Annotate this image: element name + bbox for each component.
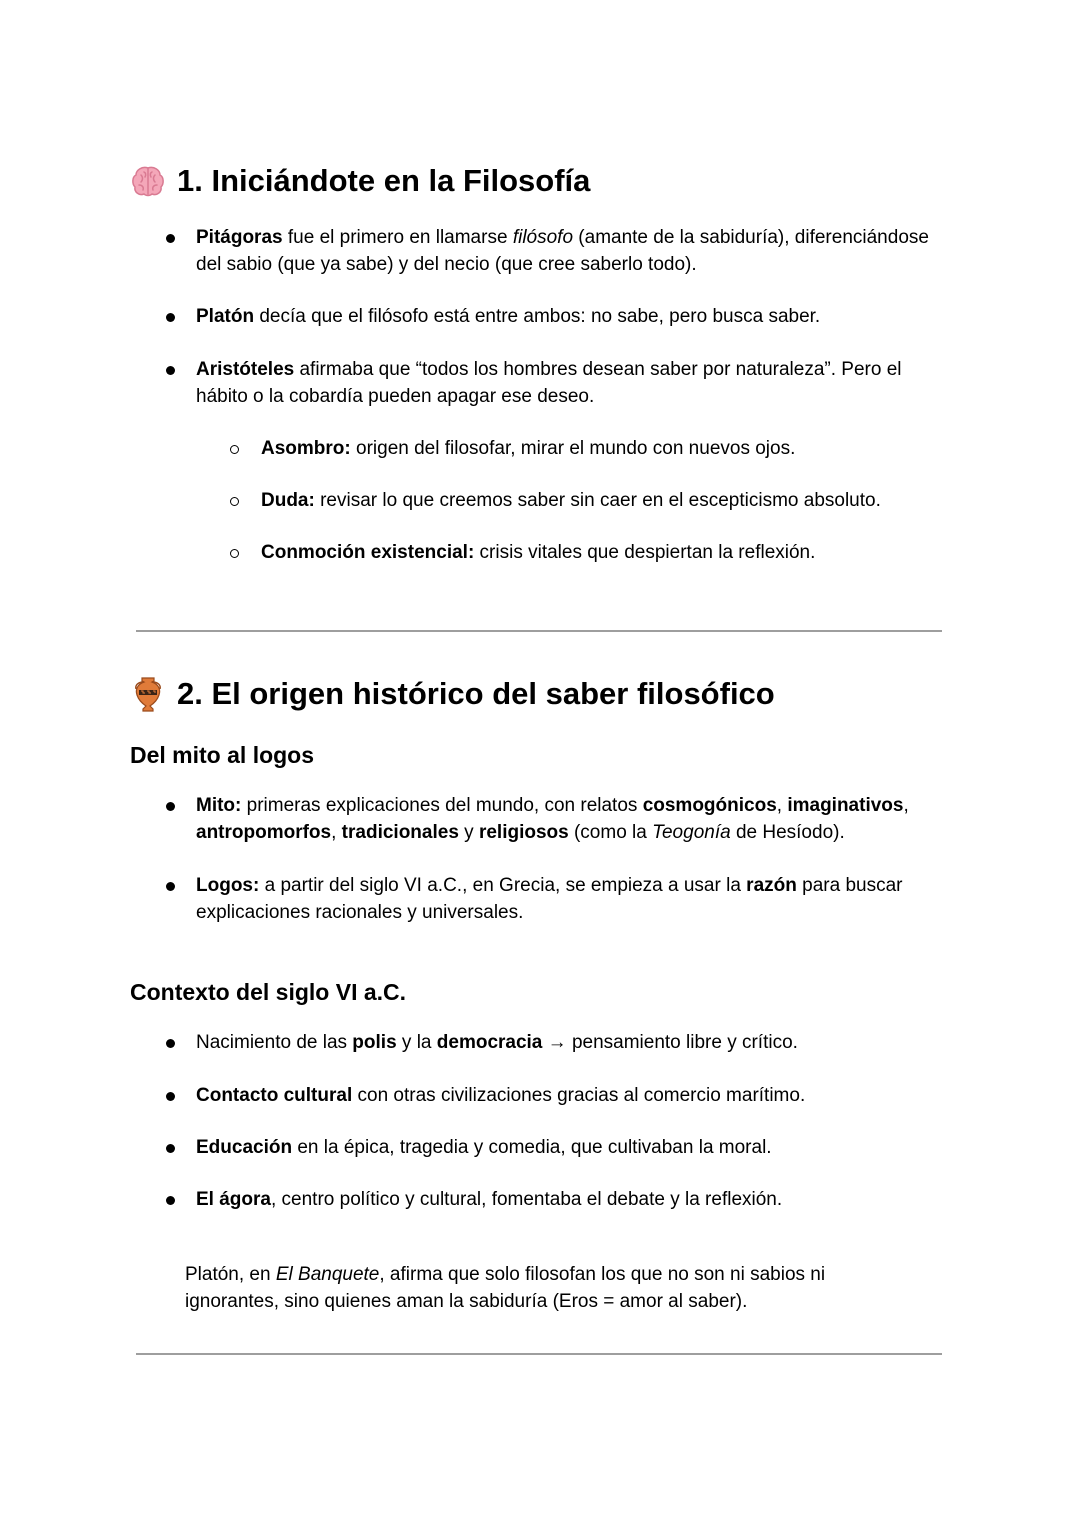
item-text: crisis vitales que despiertan la reflexión. [474,542,816,563]
bullet-circle [230,497,239,506]
bullet-circle [230,549,239,558]
bullet-dot [166,882,175,891]
bullet-dot [166,1039,175,1048]
item-text: con otras civilizaciones gracias al comercio marítimo. [352,1085,806,1106]
amphora-icon [130,676,166,712]
list-item-mito [196,793,956,846]
bullet-circle [230,445,239,454]
item-text: en la épica, tragedia y comedia, que cultivaban la moral. [292,1137,772,1158]
item-text: → pensamiento libre y crítico. [542,1032,798,1053]
sub-item-conmocion [261,540,961,567]
section-2-title: 2. El origen histórico del saber filosófico [177,676,775,711]
term: Contacto cultural [196,1085,353,1106]
bold-word: antropomorfos [196,821,332,843]
quote-text: , afirma que solo filosofan los que no son ni sabios ni ignorantes, sino quienes aman la sabiduría (Eros = amor al saber). [185,1264,826,1312]
term: Aristóteles [196,359,295,380]
list-item-platon [196,304,956,331]
bold-word: cosmogónicos [642,795,777,816]
item-text: (amante de la sabiduría), diferenciándose del sabio (que ya sabe) y del necio (que cree saberlo todo). [196,227,929,275]
item-text: , [776,795,788,816]
item-text: a partir del siglo VI a.C., en Grecia, se empieza a usar la [259,875,747,896]
brain-icon [130,163,166,199]
list-item-logos [196,873,956,926]
term: Logos: [196,875,260,896]
bullet-dot [166,1092,175,1101]
list-item-pitagoras [196,225,956,278]
horizontal-rule [136,1353,942,1355]
italic-title: El Banquete [275,1264,380,1285]
term: Conmoción existencial: [261,542,475,563]
list-item-agora [196,1187,956,1214]
item-text: decía que el filósofo está entre ambos: no sabe, pero busca saber. [254,306,821,327]
bold-word: razón [746,875,797,896]
term: Pitágoras [196,227,283,248]
bold-word: religiosos [478,821,569,843]
section-1-title: 1. Iniciándote en la Filosofía [177,163,591,198]
term: Educación [196,1137,293,1158]
bullet-dot [166,234,175,243]
item-text: de Hesíodo). [730,821,845,843]
bullet-dot [166,1196,175,1205]
italic-title: Teogonía [652,821,731,843]
sub-item-asombro [261,436,961,463]
bullet-dot [166,1144,175,1153]
item-text: , centro político y cultural, fomentaba el debate y la reflexión. [270,1189,783,1210]
item-text: , [903,795,909,816]
term: El ágora [196,1189,271,1210]
horizontal-rule [136,630,942,632]
item-text: y la [396,1032,437,1053]
item-text: para buscar explicaciones racionales y universales. [196,875,903,923]
bold-word: tradicionales [341,821,459,843]
list-item-contacto [196,1083,956,1110]
italic-term: filósofo [512,227,574,248]
bullet-dot [166,313,175,322]
bullet-dot [166,366,175,375]
bold-word: democracia [436,1032,543,1053]
term: Duda: [261,490,315,511]
item-text: , [331,821,342,843]
list-item-educacion [196,1135,956,1162]
subheading-contexto: Contexto del siglo VI a.C. [130,979,407,1005]
list-item-aristoteles [196,357,956,410]
item-text: afirmaba que “todos los hombres desean saber por naturaleza”. Pero el hábito o la cobardía pueden apagar ese deseo. [196,359,902,407]
item-text: fue el primero en llamarse [282,227,513,248]
bold-word: polis [352,1032,397,1053]
item-text: (como la [568,821,653,843]
item-text: origen del filosofar, mirar el mundo con nuevos ojos. [350,438,796,459]
item-text: Nacimiento de las [196,1032,353,1053]
subheading-mito-logos: Del mito al logos [130,742,315,768]
list-item-polis [196,1030,956,1057]
item-text: primeras explicaciones del mundo, con relatos [241,795,643,816]
bold-word: imaginativos [787,795,904,816]
term: Asombro: [261,438,351,459]
term: Mito: [196,795,242,816]
quote-paragraph [185,1262,905,1315]
quote-text: Platón, en [185,1264,276,1285]
section-1-heading [130,162,590,200]
sub-item-duda [261,488,961,515]
term: Platón [196,306,255,327]
item-text: revisar lo que creemos saber sin caer en el escepticismo absoluto. [314,490,881,511]
section-2-heading [130,675,775,713]
bullet-dot [166,802,175,811]
item-text: y [458,821,479,843]
